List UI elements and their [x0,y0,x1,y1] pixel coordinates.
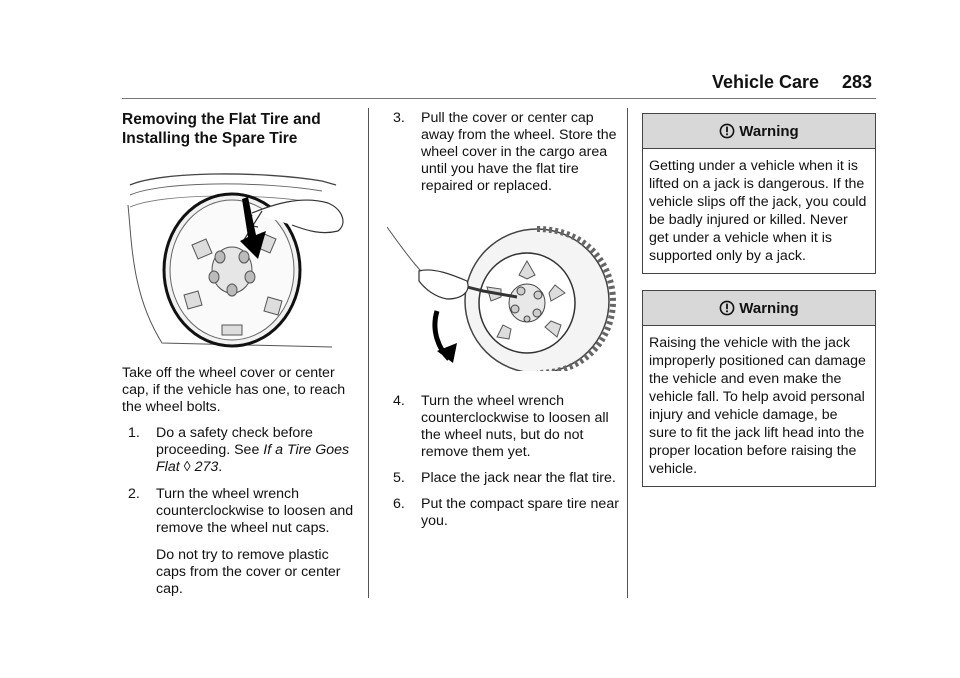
cross-reference-page[interactable]: 273 [194,459,219,475]
warning-text: Raising the vehicle with the jack improperly positioned can damage the vehicle and even make the vehicle fall. To help avoid personal injury and vehicle damage, be sure to fit the jack lift head into the proper location before raising the vehicle. [649,335,866,477]
section-heading: Removing the Flat Tire and Installing the Spare Tire [122,111,321,147]
section-title: Vehicle Care [712,72,820,92]
page-ref-icon: ◊ [183,459,191,475]
intro-text: Take off the wheel cover or center cap, if the vehicle has one, to reach the wheel bolts. [122,365,346,415]
step-6: 6. Put the compact spare tire near you. [393,496,619,529]
page-header [0,72,960,100]
step-4: 4. Turn the wheel wrench counterclockwise to loosen all the wheel nuts, but do not remove them yet. [393,393,609,460]
warning-text: Getting under a vehicle when it is lifted on a jack is dangerous. If the vehicle slips off the jack, you could be badly injured or killed. Never get under a vehicle when it is supported only by a jack. [649,158,867,264]
wheel-nut-loosening-illustration [387,221,623,371]
wheel-cover-removal-illustration [122,165,358,355]
warning-title: Warning [739,122,799,140]
cross-reference-link[interactable]: If a Tire Goes Flat [156,442,350,475]
warning-box-1 [642,113,876,274]
warning-box-2 [642,290,876,487]
step-5: 5. Place the jack near the flat tire. [393,470,616,486]
warning-header [643,114,875,149]
page-number: 283 [842,72,873,92]
warning-icon [719,300,735,316]
warning-title: Warning [739,299,799,317]
column-divider-1 [368,108,369,598]
column-divider-2 [627,108,628,598]
column-3 [642,113,876,487]
warning-icon [719,123,735,139]
header-rule [122,98,876,99]
step-2: 2. Turn the wheel wrench counterclockwise to loosen and remove the wheel nut caps. [128,486,354,536]
warning-header [643,291,875,326]
step-1: 1. Do a safety check before proceeding. See If a Tire Goes Flat ◊ 273. [128,425,350,475]
step-2-note: Do not try to remove plastic caps from the cover or center cap. [156,547,341,597]
column-2 [387,110,623,530]
column-1 [122,110,358,598]
step-3: 3. Pull the cover or center cap away from the wheel. Store the wheel cover in the cargo area until you have the flat tire repaired or replaced. [393,110,617,194]
